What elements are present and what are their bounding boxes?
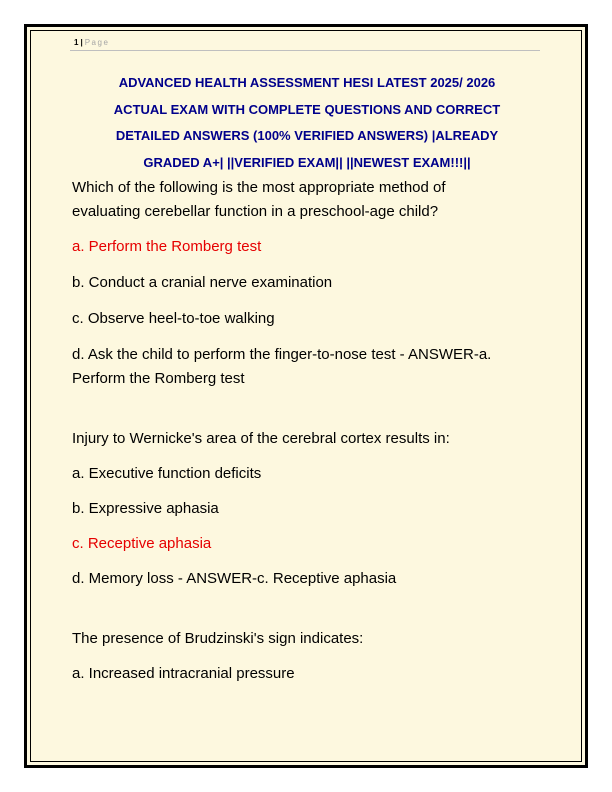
question-spacer — [72, 391, 552, 427]
answer-option-highlighted: a. Perform the Romberg test — [72, 238, 262, 255]
document-title — [72, 70, 542, 176]
title-line: ADVANCED HEALTH ASSESSMENT HESI LATEST 2025/ 2026 — [118, 75, 496, 90]
answer-option-highlighted: c. Receptive aphasia — [72, 535, 212, 552]
header-rule — [70, 50, 540, 51]
page-number: 1 — [74, 38, 79, 47]
option-line: d. Ask the child to perform the finger-to-nose test - ANSWER-a. — [72, 346, 492, 363]
answer-option: b. Expressive aphasia — [72, 500, 219, 517]
question-spacer — [72, 591, 552, 627]
question-text: Injury to Wernicke's area of the cerebral cortex results in: — [72, 430, 450, 447]
answer-option: c. Observe heel-to-toe walking — [72, 310, 275, 327]
question-line: evaluating cerebellar function in a preschool-age child? — [72, 203, 439, 220]
question-block — [72, 176, 552, 391]
questions-body — [72, 176, 552, 686]
title-line: ACTUAL EXAM WITH COMPLETE QUESTIONS AND CORRECT — [113, 101, 501, 117]
question-text — [72, 176, 552, 224]
answer-option: a. Increased intracranial pressure — [72, 665, 295, 682]
question-block — [72, 427, 552, 591]
question-line: Which of the following is the most appropriate method of — [72, 179, 446, 196]
question-text: The presence of Brudzinski's sign indicates: — [72, 630, 364, 647]
page-word: Page — [84, 38, 110, 47]
page-number-separator: | — [80, 38, 83, 47]
answer-option-with-key: d. Memory loss - ANSWER-c. Receptive aphasia — [72, 570, 397, 587]
page-number-header — [74, 38, 109, 47]
answer-option-with-key — [72, 343, 552, 391]
answer-option: b. Conduct a cranial nerve examination — [72, 274, 333, 291]
option-line: Perform the Romberg test — [72, 370, 245, 387]
answer-option: a. Executive function deficits — [72, 465, 262, 482]
title-line: DETAILED ANSWERS (100% VERIFIED ANSWERS) |ALREADY — [115, 128, 499, 143]
question-block — [72, 627, 552, 686]
title-line: GRADED A+| ||VERIFIED EXAM|| ||NEWEST EXAM!!!|| — [143, 154, 471, 170]
